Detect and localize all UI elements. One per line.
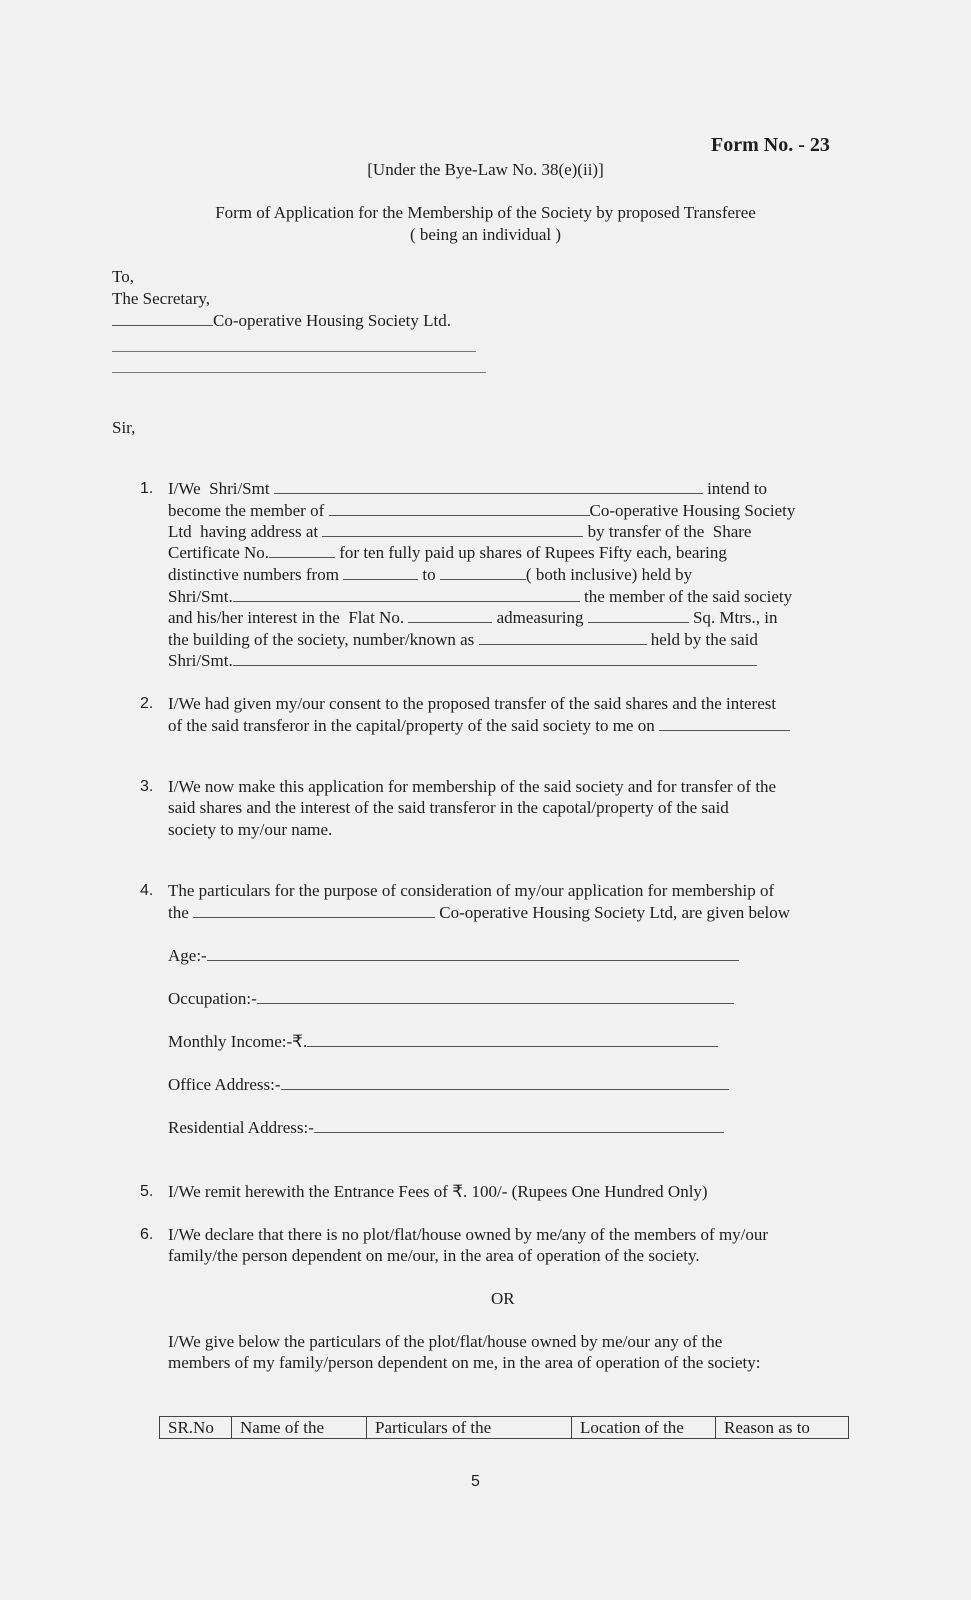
item-number: 4.	[140, 882, 154, 899]
occupation-field	[168, 988, 734, 1010]
age-input[interactable]	[207, 945, 739, 961]
item-number: 5.	[140, 1183, 154, 1200]
form-number: Form No. - 23	[711, 134, 830, 156]
text: the member of the said society	[579, 587, 793, 606]
item6-alt-line: I/We give below the particulars of the plot/flat/house owned by me/our any of the	[168, 1332, 723, 1351]
address-line-blank[interactable]	[112, 351, 476, 352]
label: Occupation:-	[168, 989, 257, 1008]
bye-law-reference: [Under the Bye-Law No. 38(e)(ii)]	[367, 160, 604, 179]
text: admeasuring	[492, 608, 588, 627]
text: Certificate No.	[168, 543, 270, 562]
society-suffix: Co-operative Housing Society Ltd.	[213, 311, 451, 330]
item4-line: The particulars for the purpose of consideration of my/our application for membership of	[168, 881, 775, 900]
item6-line: family/the person dependent on me/our, in the area of operation of the society.	[168, 1246, 700, 1265]
column-header: Particulars of the	[367, 1417, 572, 1439]
item6-line: I/We declare that there is no plot/flat/house owned by me/any of the members of my/our	[168, 1225, 769, 1244]
text: held by the said	[646, 630, 758, 649]
text: by transfer of the Share	[583, 522, 752, 541]
item1-line	[168, 650, 757, 672]
text: Sq. Mtrs., in	[688, 608, 778, 627]
office-address-field	[168, 1074, 729, 1096]
residential-address-field	[168, 1117, 724, 1139]
text: the building of the society, number/known as	[168, 630, 479, 649]
item2-line: I/We had given my/our consent to the proposed transfer of the said shares and the interest	[168, 694, 777, 713]
column-header: Name of the	[232, 1417, 367, 1439]
item5-text: I/We remit herewith the Entrance Fees of ₹. 100/- (Rupees One Hundred Only)	[168, 1182, 708, 1201]
text: Ltd having address at	[168, 522, 323, 541]
income-field	[168, 1031, 718, 1053]
text: of the said transferor in the capital/property of the said society to me on	[168, 716, 659, 735]
text: Shri/Smt.	[168, 587, 233, 606]
label: Monthly Income:-₹.	[168, 1032, 308, 1051]
salutation: Sir,	[112, 418, 136, 437]
column-header: Reason as to	[716, 1417, 849, 1439]
number-to-blank[interactable]	[440, 564, 526, 580]
text: I/We Shri/Smt	[168, 479, 274, 498]
form-title-line1: Form of Application for the Membership of the Society by proposed Transferee	[215, 203, 756, 222]
occupation-input[interactable]	[257, 988, 734, 1004]
consent-date-blank[interactable]	[659, 715, 790, 731]
item3-line: said shares and the interest of the said transferor in the capotal/property of the said	[168, 798, 729, 817]
item1-line	[168, 521, 751, 543]
address-secretary: The Secretary,	[112, 289, 211, 308]
label: Office Address:-	[168, 1075, 281, 1094]
item4-line	[168, 902, 790, 924]
office-address-input[interactable]	[281, 1074, 729, 1090]
item2-line	[168, 715, 790, 737]
item1-line	[168, 607, 777, 629]
flat-no-blank[interactable]	[408, 607, 492, 623]
society-name-blank[interactable]	[193, 902, 435, 918]
item-number: 3.	[140, 778, 154, 795]
transferor-name-blank[interactable]	[233, 586, 580, 602]
text: the	[168, 903, 194, 922]
text: become the member of	[168, 501, 329, 520]
society-blank[interactable]	[329, 500, 590, 516]
item-number: 1.	[140, 480, 154, 497]
text: Co-operative Housing Society Ltd, are given below	[435, 903, 791, 922]
property-table	[159, 1416, 849, 1439]
society-address-blank[interactable]	[322, 521, 583, 537]
text: for ten fully paid up shares of Rupees Fifty each, bearing	[335, 543, 727, 562]
text: intend to	[702, 479, 768, 498]
label: Residential Address:-	[168, 1118, 314, 1137]
area-blank[interactable]	[588, 607, 689, 623]
page-number: 5	[471, 1473, 480, 1490]
item1-line	[168, 629, 758, 651]
text: Co-operative Housing Society	[589, 501, 796, 520]
text: distinctive numbers from	[168, 565, 344, 584]
address-society	[112, 310, 451, 332]
text: to	[418, 565, 440, 584]
text: ( both inclusive) held by	[525, 565, 693, 584]
item-number: 6.	[140, 1226, 154, 1243]
item3-line: I/We now make this application for membership of the said society and for transfer of the	[168, 777, 777, 796]
age-field	[168, 945, 739, 967]
or-separator: OR	[491, 1289, 515, 1308]
item1-line	[168, 586, 792, 608]
item1-line	[168, 478, 767, 500]
label: Age:-	[168, 946, 207, 965]
form-title-line2: ( being an individual )	[409, 225, 562, 244]
text: and his/her interest in the Flat No.	[168, 608, 409, 627]
income-input[interactable]	[307, 1031, 718, 1047]
item-number: 2.	[140, 695, 154, 712]
column-header: Location of the	[572, 1417, 716, 1439]
text: Shri/Smt.	[168, 651, 233, 670]
number-from-blank[interactable]	[343, 564, 418, 580]
item1-line	[168, 542, 727, 564]
item1-line	[168, 564, 692, 586]
building-blank[interactable]	[479, 629, 647, 645]
applicant-name-blank[interactable]	[274, 478, 703, 494]
certificate-no-blank[interactable]	[269, 542, 335, 558]
column-header: SR.No	[160, 1417, 232, 1439]
address-line-blank[interactable]	[112, 372, 486, 373]
item6-alt-line: members of my family/person dependent on me, in the area of operation of the society:	[168, 1353, 761, 1372]
holder-name-blank[interactable]	[233, 650, 757, 666]
address-to: To,	[112, 267, 134, 286]
society-name-blank[interactable]	[112, 310, 213, 326]
item1-line	[168, 500, 795, 522]
residential-address-input[interactable]	[314, 1117, 724, 1133]
item3-line: society to my/our name.	[168, 820, 333, 839]
table-header-row	[160, 1417, 849, 1439]
